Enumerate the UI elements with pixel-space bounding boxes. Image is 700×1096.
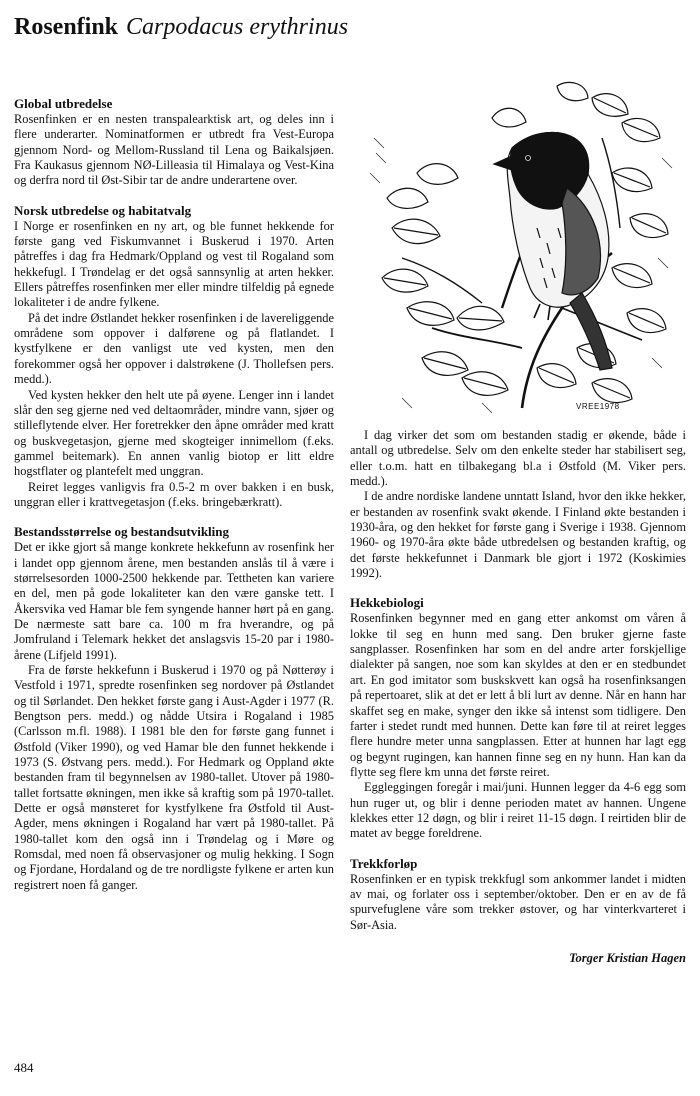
section-heading: Trekkforløp: [350, 855, 418, 871]
section-heading: Norsk utbredelse og habitatvalg: [14, 202, 192, 218]
section-population-continued: [350, 428, 686, 581]
rosefinch-illustration: [362, 78, 680, 418]
section-heading: Global utbredelse: [14, 96, 113, 111]
paragraph: Rosenfinken begynner med en gang etter ankomst om våren å lokke til seg en hunn med sang. Den bruker gjerne faste sangplasser. Rosenfinken har som en del andre arter forskjellige dialekter på sangen, noe som kan skyldes at den er en stedbundet art. En god imitator som buskskvett kan også ha rosenfinksangen på repertoaret, slik at det er lett å bli lurt av denne. Når en hann har skaffet seg en make, synger den ikke så intenst som tidligere. Den farter i stedet rundt med hunnen. Dette kan føre til at reiret legges flere hundre meter unna sangplassen. Etter at hunnen har lagt egg og begynt rugingen, kan hannen finne seg en ny hunn. Han kan da flytte seg flere km unna det første reiret.: [350, 611, 686, 779]
section-heading: Hekkebiologi: [350, 595, 424, 611]
paragraph: I Norge er rosenfinken en ny art, og ble funnet hekkende for første gang ved Fiskumvannet i Buskerud i 1970. Arten påtreffes i dag fra Hedmark/Oppland og vest til Rogaland som hekkefugl. I Trøndelag er det også sannsynlig at arten hekker. Ellers påtreffes rosenfinken mer eller mindre tilfeldig på egnede lokaliteter i de andre fylkene.: [14, 218, 334, 310]
author-name: Torger Kristian Hagen: [569, 950, 686, 965]
paragraph: Ved kysten hekker den helt ute på øyene. Lenger inn i landet slår den seg gjerne ned ved deltaområder, mindre vann, sjøer og stilleflytende elver. Her foretrekker den åpne områder med kratt og buskvegetasjon, gjerne med skogteiger innimellom (f.eks. gammel beitemark). En annen vanlig biotop er litt eldre hogstflater og plantefelt med unggran.: [14, 387, 334, 479]
paragraph: Det er ikke gjort så mange konkrete hekkefunn av rosenfink her i landet opp gjennom årene, men bestanden anslås til å være i størrelsesorden 1000-2500 hekkende par. Tettheten kan variere en del, men på gode lokaliteter kan den være ganske tett. I Åkersvika ved Hamar ble fem syngende hanner hørt på en gang. De nærmeste satt bare ca. 100 m fra hverandre, og på Jomfruland i Telemark hekket det anslagsvis 15-20 par i 1980-årene (Lifjeld 1991).: [14, 540, 334, 662]
left-column: [14, 96, 334, 907]
section-breeding: [350, 595, 686, 841]
section-norwegian-distribution: [14, 203, 334, 511]
paragraph: Fra de første hekkefunn i Buskerud i 1970 og på Nøtterøy i Vestfold i 1971, spredte rosenfinken seg nordover på Østlandet og til Sørlandet. Den hekket første gang i Aust-Agder i 1977 (R. Bengtson pers. medd.) og nådde Utsira i Rogaland i 1985 (Carlsson m.fl. 1988). I 1981 ble den for første gang funnet i Østfold (Viker 1990), og ved Hamar ble den funnet hekkende i 1973 (S. Østvang pers. medd.). For Hedmark og Oppland økte bestanden fram til begynnelsen av 1980-tallet. Utover på 1980-tallet fortsatte økningen, men ikke så kraftig som på 1970-tallet. Dette er også mønsteret for kystfylkene fra Østfold til Aust-Agder, mens økningen i Rogaland har vært på 1980-tallet. På 1980-tallet kom den også inn i Trøndelag og i Møre og Romsdal, med noen få observasjoner og mulig hekking. I Sogn og Fjordane, Hordaland og de tre nordligste fylkene er arten kun registrert noen få ganger.: [14, 663, 334, 892]
paragraph: Reiret legges vanligvis fra 0.5-2 m over bakken i en busk, unggran eller i krattvegetasjon (f.eks. bringebærkratt).: [14, 479, 334, 509]
page-number: 484: [14, 1060, 34, 1075]
paragraph: Rosenfinken er en nesten transpalearktisk art, og deles inn i flere underarter. Nominatformen er utbredt fra Vest-Europa gjennom Nord- og Mellom-Russland til Lena og Baikalsjøen. Fra Kaukasus gjennom NØ-Lilleasia til Himalaya og Vest-Kina og derfra nord til Øst-Sibir tar de andre underartene over.: [14, 112, 334, 188]
species-common-name: Rosenfink: [14, 14, 119, 40]
paragraph: Eggleggingen foregår i mai/juni. Hunnen legger da 4-6 egg som hun ruger ut, og blir i denne perioden matet av hannen. Ungene klekkes etter 12 døgn, og blir i reiret 11-15 døgn. I reirtiden blir de matet av begge foreldrene.: [350, 780, 686, 841]
page-title: [14, 12, 674, 42]
paragraph: I dag virker det som om bestanden stadig er økende, både i antall og utbredelse. Selv om den enkelte steder har stabilisert seg, eller t.o.m. hatt en tilbakegang bl.a i Østfold (M. Viker pers. medd.).: [350, 428, 686, 489]
illustration-signature: VREE1978: [576, 402, 620, 411]
paragraph: Rosenfinken er en typisk trekkfugl som ankommer landet i midten av mai, og forlater oss i september/oktober. Den er en av de få spurvefuglene våre som trekker østover, og har vinterkvarteret i Sør-Asia.: [350, 871, 686, 932]
species-latin-name: Carpodacus erythrinus: [126, 14, 349, 40]
section-migration: [350, 856, 686, 933]
paragraph: På det indre Østlandet hekker rosenfinken i de lavereliggende områdene som oppover i dalførene og på flatlandet. I kystfylkene er den vanligst ute ved kysten, men den forekommer også her oppover i dalstrøkene (J. Thollefsen pers. medd.).: [14, 310, 334, 387]
section-global-distribution: [14, 96, 334, 189]
section-heading: Bestandsstørrelse og bestandsutvikling: [14, 524, 230, 540]
paragraph: I de andre nordiske landene unntatt Island, hvor den ikke hekker, er bestanden av rosenfink svakt økende. I Finland økte bestanden i 1930-åra, og den hekket for første gang i Sverige i 1938. Gjennom 1960- og 1970-åra økte både utbredelsen og bestanden kraftig, og det første hekkefunnet i Danmark ble gjort i 1972 (Koskimies 1992).: [350, 489, 686, 581]
section-population: [14, 524, 334, 893]
right-column: [350, 428, 686, 966]
